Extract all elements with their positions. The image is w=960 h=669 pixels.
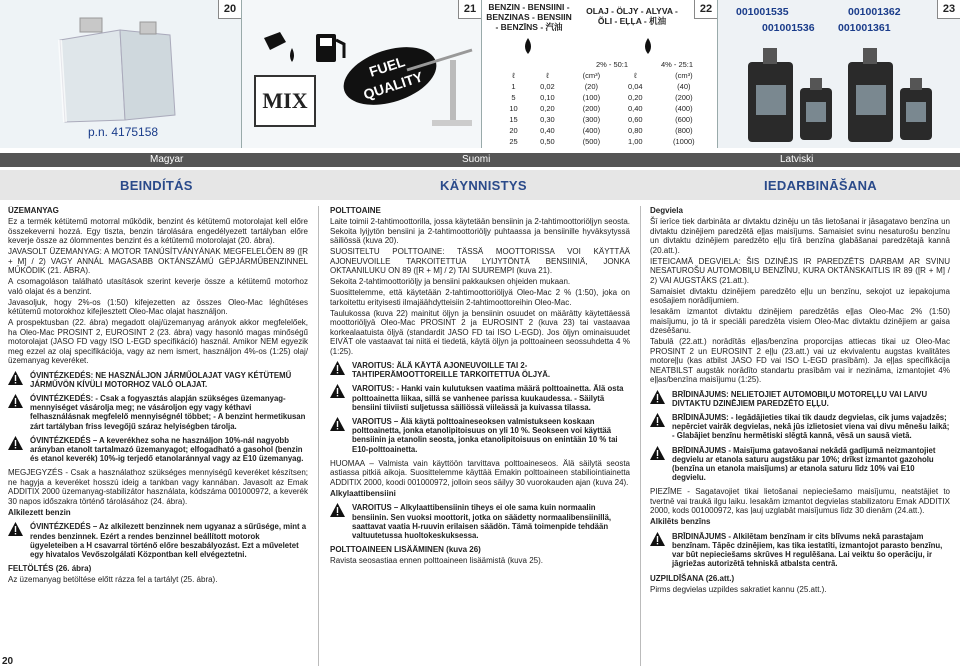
cell: (800) bbox=[675, 126, 693, 135]
section-heading: IEDARBINĀŠANA bbox=[764, 178, 877, 193]
warning-block bbox=[8, 371, 308, 389]
warning-icon bbox=[330, 417, 345, 431]
paragraph: A prospektusban (22. ábra) megadott olaj/üzemanyag arányok akkor megfelelőek, ha Oleo-Mac PROSINT 2, EUROSINT 2 (23. ábra) vagy hasonló magas minőségű motorolajat (JASO FD vagy ISO L-EGD specifikáció) használ. Amikor NEM egyezik meg ezzel az olaj specifikációja, vagy az nem ismert, használjon 4%-os (1:25) olaj/üzemanyag keveréket. bbox=[8, 318, 308, 365]
oil-drop-icon bbox=[642, 38, 654, 54]
column-finnish bbox=[330, 206, 630, 662]
column-divider bbox=[640, 206, 641, 666]
panel-20 bbox=[0, 0, 242, 148]
subheading: Degviela bbox=[650, 206, 683, 215]
cell: 15 bbox=[509, 115, 518, 124]
warning-icon bbox=[8, 436, 23, 450]
col-header: ℓ bbox=[546, 71, 549, 80]
warning-icon bbox=[330, 503, 345, 517]
warning-icon bbox=[650, 446, 665, 460]
fuel-can-illustration bbox=[40, 10, 190, 125]
gas-station-illustration bbox=[402, 40, 477, 130]
oil-can-icon bbox=[262, 28, 310, 66]
paragraph: Iesakām izmantot divtaktu dzinējiem paredzētās eļļas Oleo-Mac 2% (1:50) maisījumu, jo tā ir speciāli paredzēta visiem Oleo-Mac divtaktu dzinējiem ar gaisa dzesēšanu. bbox=[650, 307, 950, 335]
table-row bbox=[500, 125, 712, 136]
subheading: UZPILDĪŠANA (26.att.) bbox=[650, 573, 735, 583]
subheading: FELTÖLTÉS (26. ábra) bbox=[8, 564, 92, 574]
figure-number: 22 bbox=[694, 0, 717, 19]
panel-23 bbox=[718, 0, 960, 148]
cell: (400) bbox=[675, 104, 693, 113]
warning-text: VAROITUS: ÄLÄ KÄYTÄ AJONEUVOILLE TAI 2-TAHTIPERÄMOOTTOREILLE TARKOITETTUA ÖLJYÄ. bbox=[352, 361, 551, 380]
language-bar bbox=[0, 153, 960, 167]
warning-block bbox=[330, 384, 630, 412]
subheading: Alkilezett benzin bbox=[8, 507, 71, 517]
warning-text: VAROITUS – Alkylaattibensiinin tiheys ei ole sama kuin normaalin bensiinin. Sen vuoksi moottorit, jotka on säädetty normaalibensiinillä, saattavat vaatia H-ruuvin erilaisen säädön. Tämä toimenpide tehdään valtuutetussa huoltokeskuksessa. bbox=[352, 503, 612, 540]
heading-bar bbox=[0, 170, 960, 200]
cell: (1000) bbox=[673, 137, 695, 146]
figure-number: 23 bbox=[937, 0, 960, 19]
warning-icon bbox=[330, 361, 345, 375]
paragraph: Samaisiet divtaktu dzinējiem paredzēto eļļu un benzīnu, sekojot uz iepakojuma esošajiem norādījumiem. bbox=[650, 286, 950, 305]
warning-block bbox=[8, 394, 308, 431]
cell: (500) bbox=[582, 137, 601, 146]
warning-text: BRĪDINĀJUMS: NELIETOJIET AUTOMOBIĻU MOTOREĻĻU VAI LAIVU DIVTAKTU DZINĒJIEM PAREDZĒTO EĻĻU. bbox=[672, 389, 928, 408]
warning-block bbox=[8, 522, 308, 559]
paragraph: Laite toimii 2-tahtimoottorilla, jossa käytetään bensiinin ja 2-tahtimoottoriöljyn seosta. Sekoita lyijytön bensiini ja 2-tahtimoottoriöljy puhtaassa ja bensiinille hyväksytyssä säiliössä (kuva 20). bbox=[330, 217, 630, 245]
product-code: 001001536 bbox=[762, 22, 815, 34]
cell: 20 bbox=[509, 126, 518, 135]
subheading: Alkilēts benzīns bbox=[650, 517, 711, 527]
cell: (40) bbox=[677, 82, 691, 91]
paragraph: IETEICAMĀ DEGVIELA: ŠIS DZINĒJS IR PAREDZĒTS DARBAM AR SVINU NESATUROŠU AUTOMOBIĻU BENZĪNU, KURA OKTĀNSKAITLIS IR 89 ([R + M] / 2) VAI AUGSTĀKS (21.att.). bbox=[650, 256, 950, 285]
warning-icon bbox=[8, 371, 23, 385]
paragraph: SUOSITELTU POLTTOAINE: TÄSSÄ MOOTTORISSA VOI KÄYTTÄÄ AJONEUVOILLE TARKOITETTUA LYIJYTÖNTÄ BENSIINIÄ, JONKA OKTAANILUKU ON 89 ([R + M] / 2) TAI SUUREMPI (kuva 21). bbox=[330, 247, 630, 275]
subheading: POLTTOAINEEN LISÄÄMINEN (kuva 26) bbox=[330, 545, 481, 555]
paragraph: Ez a termék kétütemű motorral működik, benzint és kétütemű motorolajat kell előre összekeverni hozzá. Egy tiszta, benzin tárolására engedélyezett tartályban előre keverje össze az ólommentes benzint és a kétütemű motorolajat (20. ábra). bbox=[8, 217, 308, 245]
warning-text: BRĪDINĀJUMS - Alkilētam benzīnam ir cits blīvums nekā parastajam benzīnam. Tāpēc dzinējiem, kas tika iestatīti, izmantojot parasto benzīnu, var būt nepieciešams skrūves H regulēšana. Lai veiktu šo operāciju, ir jāgriežas autorizētā tehniskā atbalsta centrā. bbox=[672, 531, 943, 569]
table-header-row bbox=[500, 70, 712, 81]
cell: 1 bbox=[511, 82, 516, 91]
col-header: (cm³) bbox=[675, 71, 693, 80]
cell: 1,00 bbox=[628, 137, 643, 146]
paragraph: HUOMAA – Valmista vain käyttöön tarvittava polttoaineseos. Älä säilytä seosta astiassa pitkiä aikoja. Suosittelemme käyttää Emakin polttoaineen stabiliointiainetta ADDITIX 2000, koodi 001000972, jolloin seos säilyy 30 vuorokauden ajan (kuva 24). bbox=[330, 458, 630, 487]
paragraph: Ravista seosastiaa ennen polttoaineen lisäämistä (kuva 25). bbox=[330, 556, 544, 566]
paragraph: A csomagoláson található utasítások szerint keverje össze a kétütemű motorhoz való olajat és a benzint. bbox=[8, 277, 308, 296]
subheading: POLTTOAINE bbox=[330, 206, 381, 215]
panel-21 bbox=[242, 0, 482, 148]
section-heading: BEINDÍTÁS bbox=[120, 178, 193, 193]
part-number: p.n. 4175158 bbox=[88, 125, 159, 139]
warning-text: BRĪDINĀJUMS: - Iegādājieties tikai tik daudz degvielas, cik jums vajadzēs; nepērciet vairāk degvielas, nekā jūs izlietosiet viena vai divu mēnešu laikā; - Glabājiet benzīnu hermētiski slēgtā kannā, vēsā un sausā vietā. bbox=[672, 412, 950, 441]
warning-text: ÓVINTÉZKEDÉS – Az alkilezett benzinnek nem ugyanaz a sűrűsége, mint a rendes benzinnek. Ezért a rendes benzinnel beállított motorok ügyeleteiben a H csavarral történő előre beszabályozást. Ezt a műveletet egy hivatalos Vevőszolgálati Központban kell elvégeztetni. bbox=[30, 522, 307, 559]
cell: 25 bbox=[509, 137, 518, 146]
oil-header: OLAJ - ÖLJY - ALYVA - ÕLI - EĻĻA - 机油 bbox=[586, 6, 678, 26]
product-code: 001001361 bbox=[838, 22, 891, 34]
cell: 0,30 bbox=[540, 115, 555, 124]
table-row bbox=[500, 114, 712, 125]
ratio-2pct: 2% - 50:1 bbox=[595, 60, 629, 69]
paragraph: Taulukossa (kuva 22) mainitut öljyn ja bensiinin osuudet on määrätty käytettäessä moottoriöljyä Oleo-Mac PROSINT 2 ja EUROSINT 2 (kuva 23) tai vastaavaa korkealaatuista öljyä (standardit JASO FD tai ISO L-EGD). Jos öljyn ominaisuudet EIVÄT ole vastaavat tai niitä ei tiedetä, käytä öljyn ja polttoaineen seossuhdetta 4 % (1:25). bbox=[330, 308, 630, 356]
cell: 0,02 bbox=[540, 82, 555, 91]
cell: (400) bbox=[582, 126, 601, 135]
warning-block bbox=[330, 503, 630, 540]
warning-text: ÓVINTÉZKEDÉS – A keverékhez soha ne használjon 10%-nál nagyobb arányban etanolt tartalmazó üzemanyagot; elfogadható a gasohol (benzin és etanol keverék) 10%-ig terjedő etanolaránnyal vagy az E10 üzemanyag. bbox=[30, 435, 304, 464]
paragraph: Tabulā (22.att.) norādītās eļļas/benzīna proporcijas attiecas tikai uz Oleo-Mac PROSINT 2 un EUROSINT 2 eļļu (23.att.) vai uz ekvivalentu augstas kvalitātes motoreļļu (kas atbilst JASO FD vai ISO L-EGD prasībām). Ja eļļas specifikācija NEATBILST augstāk norādīto standartu prasībām vai ir nezināma, izmantojiet 4% eļļas/benzīna maisījumu (1:25). bbox=[650, 337, 950, 384]
fuel-header: BENZIN - BENSIINI - BENZINAS - BENSIIN - BENZĪNS - 汽油 bbox=[486, 2, 572, 32]
subheading: Alkylaattibensiini bbox=[330, 488, 396, 498]
column-latvian bbox=[650, 206, 950, 662]
cell: 0,40 bbox=[540, 126, 555, 135]
cell: 0,10 bbox=[540, 93, 555, 102]
col-header: ℓ bbox=[634, 71, 637, 80]
language-label: Suomi bbox=[462, 154, 491, 165]
column-hungarian bbox=[8, 206, 308, 662]
warning-icon bbox=[330, 384, 345, 398]
cell: (100) bbox=[582, 93, 601, 102]
warning-text: ÓVINTÉZKEDÉS: NE HASZNÁLJON JÁRMŰOLAJAT VAGY KÉTÜTEMŰ JÁRMŰVÖN KÍVÜLI MOTORHOZ VALÓ OLAJAT. bbox=[30, 370, 292, 389]
page-number: 20 bbox=[2, 656, 14, 667]
cell: 10 bbox=[509, 104, 518, 113]
warning-block bbox=[8, 436, 308, 464]
warning-block bbox=[650, 390, 950, 408]
mix-label: MIX bbox=[254, 75, 316, 127]
language-label: Magyar bbox=[150, 154, 184, 165]
warning-text: ÓVINTÉZKEDÉS: - Csak a fogyasztás alapján szükséges üzemanyag-mennyiséget vásárolja meg; ne vásároljon egy vagy kéthavi felhasználásnak megfelelő mennyiségnél többet; - A benzint hermetikusan zárt tartályban friss levegőjű száraz helyiségben tárolja. bbox=[30, 393, 306, 431]
cell: 0,60 bbox=[628, 115, 643, 124]
warning-icon bbox=[650, 413, 665, 427]
paragraph: Pirms degvielas uzpildes sakratiet kannu (25.att.). bbox=[650, 584, 827, 594]
fuel-pump-icon bbox=[312, 28, 352, 66]
paragraph: PIEZĪME - Sagatavojiet tikai lietošanai nepieciešamo maisījumu, neatstājiet to tvertnē vai traukā ilgu laiku. Iesakām izmantot degvielas stabilizatoru Emak ADDITIX 2000, kods 001000972, kas ļauj uzglabāt maisījumus līdz 30 dienām (24.att.). bbox=[650, 487, 950, 516]
ratio-4pct: 4% - 25:1 bbox=[660, 60, 694, 69]
language-label: Latviski bbox=[780, 154, 814, 165]
cell: 5 bbox=[511, 93, 516, 102]
warning-text: VAROITUS – Älä käytä polttoaineseoksen valmistukseen koskaan polttoainetta, jonka etanolipitoisuus on yli 10 %. Seokseen voi käyttää bensiinin ja etanolin seosta, jonka etanolipitoisuus on enintään 10 % tai E10-polttoainetta. bbox=[352, 417, 618, 454]
column-divider bbox=[318, 206, 319, 666]
fuel-quality-badge: FUEL QUALITY bbox=[336, 36, 443, 115]
warning-block bbox=[650, 446, 950, 483]
paragraph: MEGJEGYZÉS - Csak a használathoz szükséges mennyiségű keveréket készítsen; ne hagyja a keveréket hosszú ideig a tankban vagy kannában. Javasolt az Emak ADDITIX 2000 üzemanyag-stabilizátor használata, kódszáma 001000972, a keverék 30 napos időszakra történő tárolásához (24. ábra). bbox=[8, 468, 308, 506]
panel-22 bbox=[482, 0, 718, 148]
oil-bottles-illustration bbox=[728, 40, 953, 145]
col-header: (cm³) bbox=[582, 71, 601, 80]
fuel-drop-icon bbox=[522, 38, 534, 54]
cell: 0,20 bbox=[628, 93, 643, 102]
warning-icon bbox=[8, 394, 23, 408]
cell: 0,50 bbox=[540, 137, 555, 146]
warning-block bbox=[650, 532, 950, 569]
cell: 0,04 bbox=[628, 82, 643, 91]
warning-text: VAROITUS: - Hanki vain kulutuksen vaatima määrä polttoainetta. Älä osta polttoainetta liikaa, sillä se vanhenee parissa kuukaudessa. - Säilytä bensiini tiiviisti suljetussa säiliössä viileässä ja kuivassa tilassa. bbox=[352, 384, 624, 412]
paragraph: Sekoita 2-tahtimoottoriöljy ja bensiini pakkauksen ohjeiden mukaan. bbox=[330, 277, 571, 286]
cell: (200) bbox=[675, 93, 693, 102]
table-row bbox=[500, 81, 712, 92]
table-row bbox=[500, 92, 712, 103]
warning-icon bbox=[8, 522, 23, 536]
paragraph: Javasoljuk, hogy 2%-os (1:50) kifejezetten az összes Oleo-Mac léghűtéses kétütemű motorokhoz kifejlesztett Oleo-Mac olajat használjon. bbox=[8, 297, 308, 316]
table-row bbox=[500, 136, 712, 147]
section-heading: KÄYNNISTYS bbox=[440, 178, 527, 193]
subheading: ÜZEMANYAG bbox=[8, 206, 59, 215]
warning-icon bbox=[650, 532, 665, 546]
figure-number: 20 bbox=[218, 0, 241, 19]
warning-block bbox=[650, 413, 950, 441]
cell: 0,80 bbox=[628, 126, 643, 135]
cell: (200) bbox=[582, 104, 601, 113]
product-code: 001001535 bbox=[736, 6, 789, 18]
cell: 0,20 bbox=[540, 104, 555, 113]
cell: 0,40 bbox=[628, 104, 643, 113]
cell: (600) bbox=[675, 115, 693, 124]
paragraph: JAVASOLT ÜZEMANYAG: A MOTOR TANÚSÍTVÁNYÁNAK MEGFELELŐEN 89 ([R + M] / 2) VAGY ANNÁL MAGASABB OKTÁNSZÁMÚ GÉPJÁRMŰBENZINNEL MŰKÖDIK (21. ÁBRA). bbox=[8, 247, 308, 275]
paragraph: Az üzemanyag betöltése előtt rázza fel a tartályt (25. ábra). bbox=[8, 575, 218, 585]
cell: (300) bbox=[582, 115, 601, 124]
table-row bbox=[500, 103, 712, 114]
warning-block bbox=[330, 417, 630, 454]
warning-icon bbox=[650, 390, 665, 404]
paragraph: Suosittelemme, että käytetään 2-tahtimoottoriöljyä Oleo-Mac 2 % (1:50), joka on tarkoitettu erityisesti ilmajäähdytteisiin 2-tahtimoottoreihin Oleo-Mac. bbox=[330, 288, 630, 307]
warning-block bbox=[330, 361, 630, 379]
warning-text: BRĪDINĀJUMS - Maisījuma gatavošanai nekādā gadījumā neizmantojiet degvielu ar etanola saturu augstāku par 10%; drīkst izmantot gazoholu (benzīna un etanola maisījums) ar etanola saturu līdz 10% vai E10 degvielu. bbox=[672, 445, 936, 483]
mix-ratio-table bbox=[500, 70, 712, 147]
cell: (20) bbox=[584, 82, 599, 91]
col-header: ℓ bbox=[512, 71, 515, 80]
product-code: 001001362 bbox=[848, 6, 901, 18]
paragraph: Šī ierīce tiek darbināta ar divtaktu dzinēju un tās lietošanai ir jāsagatavo benzīna un divtaktu dzinējiem paredzētā eļļas maisījums. Samaisiet svinu nesaturošu benzīnu un divtaktu dzinējiem paredzēto eļļu tīrā benzīna glabāšanai paredzētajā kannā (20.att.). bbox=[650, 217, 950, 255]
figure-number: 21 bbox=[458, 0, 481, 19]
